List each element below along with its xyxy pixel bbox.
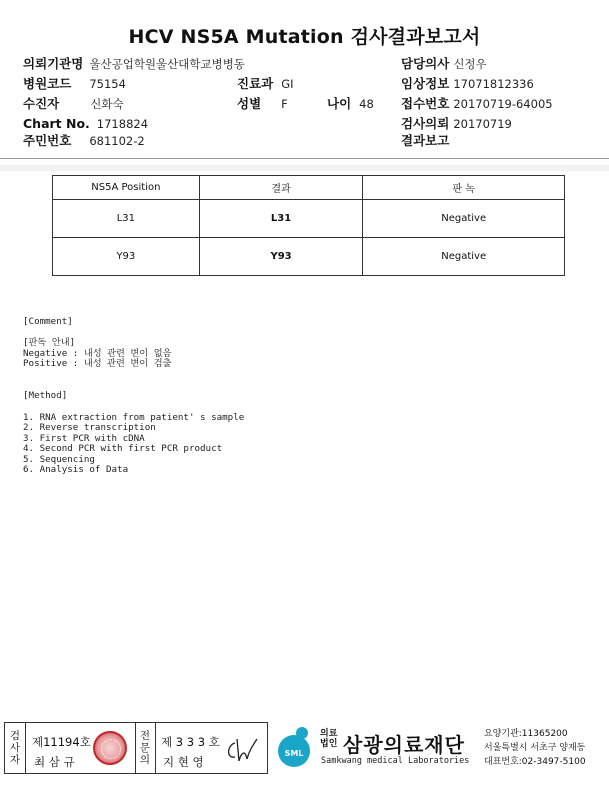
hospital-code-label: 병원코드 (23, 76, 72, 91)
method-step: 6. Analysis of Data (23, 464, 129, 475)
table-header-row (53, 176, 565, 200)
patient-label: 수진자 (23, 96, 60, 111)
header-divider (0, 158, 609, 164)
patient-field (23, 97, 124, 111)
footer (0, 720, 609, 789)
age-label: 나이 (327, 96, 352, 111)
report-title: HCV NS5A Mutation 검사결과보고서 (128, 26, 481, 48)
result-cell: Y93 (199, 238, 363, 276)
clinical-info-field (401, 77, 534, 91)
position-cell: L31 (53, 200, 200, 238)
department-value: GI (281, 77, 294, 91)
column-header-position: NS5A Position (53, 176, 200, 200)
clinical-info-value: 17071812336 (453, 77, 534, 91)
position-cell: Y93 (53, 238, 200, 276)
receipt-no-label: 접수번호 (401, 96, 450, 111)
inspector-license: 제11194호 (32, 735, 91, 749)
comment-heading: [Comment] (23, 316, 73, 327)
result-cell: L31 (199, 200, 363, 238)
hospital-code-value: 75154 (89, 77, 126, 91)
request-date-field (401, 117, 512, 131)
method-step: 5. Sequencing (23, 454, 95, 465)
sex-field (237, 97, 288, 111)
method-step: 3. First PCR with cDNA (23, 433, 145, 444)
institution-label: 의뢰기관명 (23, 56, 84, 71)
org-prefix: 의료법인 (320, 729, 338, 749)
receipt-no-field (401, 97, 553, 111)
org-name: 삼광의료재단 (343, 733, 465, 757)
column-header-result: 결과 (199, 176, 363, 200)
sml-logo-icon (272, 725, 316, 769)
patient-value: 신화숙 (90, 97, 124, 111)
age-field (327, 97, 374, 111)
comment-line-positive: Positive : 내성 관련 변이 검출 (23, 358, 172, 369)
inspector-label: 검사자 (9, 730, 21, 766)
method-step: 1. RNA extraction from patient' s sample (23, 412, 245, 423)
comment-subheading: [판독 안내] (23, 337, 76, 348)
comment-line-negative: Negative : 내성 관련 변이 없음 (23, 348, 172, 359)
care-institution-code: 요양기관:11365200 (484, 729, 568, 739)
org-address: 서울특별시 서초구 양재동 (484, 743, 586, 753)
table-row (53, 200, 565, 238)
method-step: 4. Second PCR with first PCR product (23, 443, 223, 454)
clinical-info-label: 임상정보 (401, 76, 450, 91)
inspector-seal (93, 731, 127, 765)
resident-no-field (23, 134, 145, 148)
report-label: 결과보고 (401, 133, 450, 148)
receipt-no-value: 20170719-64005 (453, 97, 553, 111)
resident-no-value: 681102-2 (89, 134, 145, 148)
signature-mark (223, 735, 263, 765)
header-band (0, 165, 609, 171)
chart-no-value: 1718824 (96, 117, 149, 131)
institution-field (23, 57, 245, 71)
column-header-interpretation: 판 녹 (363, 176, 565, 200)
hospital-code-field (23, 77, 126, 91)
sex-value: F (281, 97, 288, 111)
doctor-label: 담당의사 (401, 56, 450, 71)
interpretation-cell: Negative (363, 238, 565, 276)
interpretation-cell: Negative (363, 200, 565, 238)
specialist-label: 전문의 (139, 730, 151, 766)
method-heading: [Method] (23, 390, 68, 401)
specialist-license: 제 3 3 3 호 (161, 735, 220, 749)
request-date-label: 검사의뢰 (401, 116, 450, 131)
institution-value: 울산공업학원울산대학교병병동 (89, 57, 245, 71)
chart-no-field (23, 117, 148, 131)
specialist-name: 지 현 영 (163, 755, 204, 769)
inspector-name: 최 삼 규 (34, 755, 75, 769)
resident-no-label: 주민번호 (23, 133, 72, 148)
sex-label: 성별 (237, 96, 262, 111)
report-field (401, 134, 455, 148)
sml-logo-text: SML (284, 749, 304, 758)
department-label: 진료과 (237, 76, 274, 91)
age-value: 48 (359, 97, 374, 111)
method-step: 2. Reverse transcription (23, 422, 156, 433)
request-date-value: 20170719 (453, 117, 512, 131)
department-field (237, 77, 294, 91)
org-phone: 대표번호:02-3497-5100 (484, 757, 586, 767)
chart-no-label: Chart No. (23, 116, 90, 131)
signature-box (4, 722, 268, 774)
results-table (52, 175, 565, 276)
doctor-field (401, 57, 487, 71)
org-english-name: Samkwang medical Laboratories (321, 756, 470, 766)
table-row (53, 238, 565, 276)
doctor-value: 신정우 (453, 57, 487, 71)
